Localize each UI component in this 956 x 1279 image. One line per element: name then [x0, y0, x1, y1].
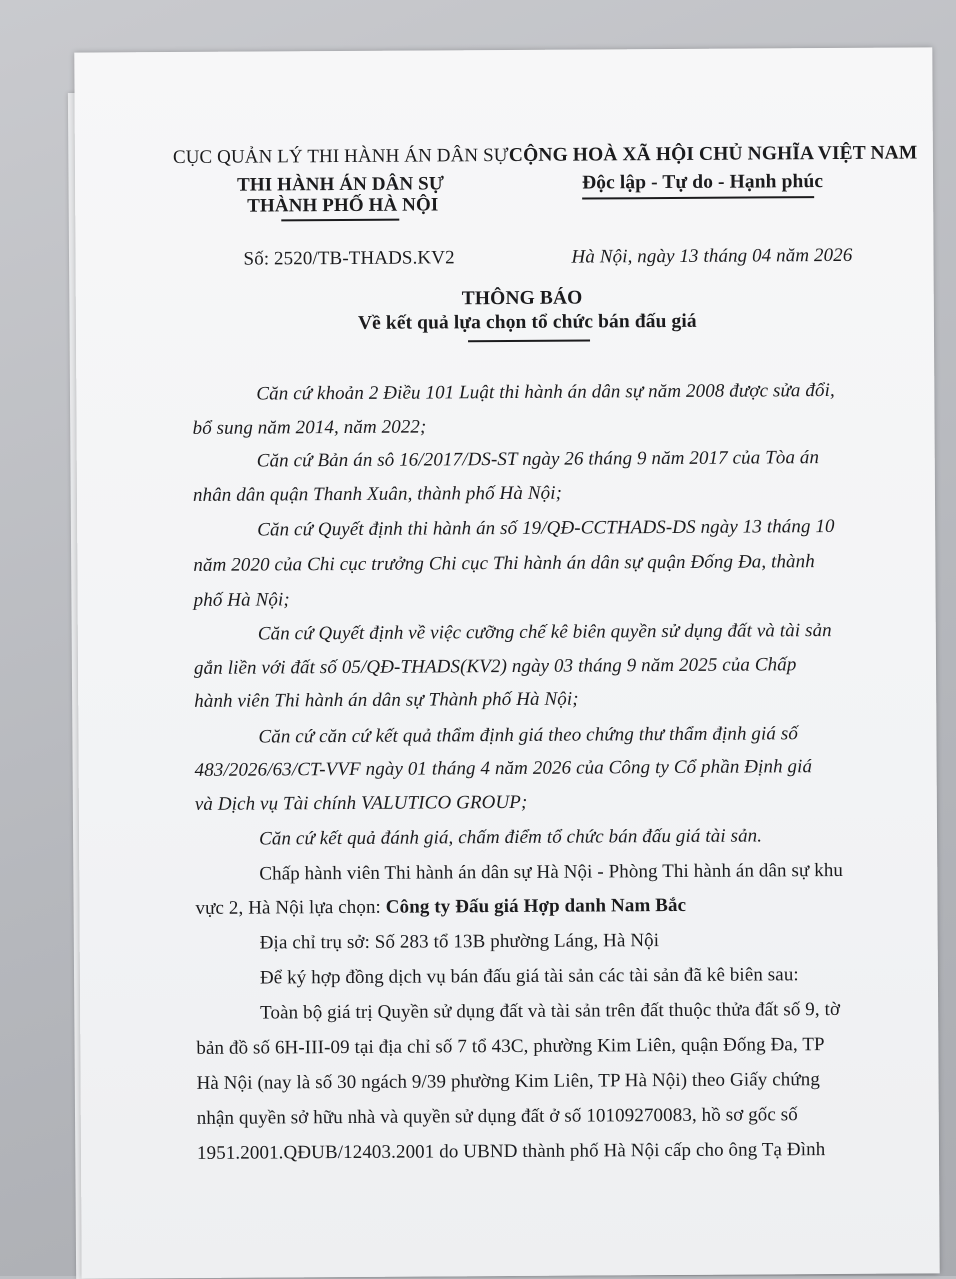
body-line: Căn cứ kết quả đánh giá, chấm điểm tổ chức bán đấu giá tài sản. [259, 825, 763, 850]
body-line: năm 2020 của Chi cục trưởng Chi cục Thi hành án dân sự quận Đống Đa, thành [193, 551, 815, 576]
body-line: nhận quyền sở hữu nhà và quyền sử dụng đất ở số 10109270083, hồ sơ gốc số [196, 1104, 798, 1129]
document-title: THÔNG BÁO [461, 287, 583, 310]
body-line: Địa chỉ trụ sở: Số 283 tổ 13B phường Láng, Hà Nội [259, 930, 660, 954]
national-motto: Độc lập - Tự do - Hạnh phúc [582, 171, 824, 194]
agency-line-3: THÀNH PHỐ HÀ NỘI [247, 194, 439, 217]
body-line: Căn cứ Quyết định thi hành án số 19/QĐ-CCTHADS-DS ngày 13 tháng 10 [257, 515, 835, 541]
title-underline [468, 339, 590, 341]
selected-organization: Công ty Đấu giá Hợp danh Nam Bắc [385, 894, 687, 918]
body-line: nhân dân quận Thanh Xuân, thành phố Hà Nội; [192, 482, 563, 506]
body-line: Căn cứ Quyết định về việc cưỡng chế kê biên quyền sử dụng đất và tài sản [257, 620, 832, 645]
body-line: Căn cứ Bản án sô 16/2017/DS-ST ngày 26 tháng 9 năm 2017 của Tòa án [256, 447, 820, 472]
body-line: hành viên Thi hành án dân sự Thành phố Hà Nội; [194, 688, 579, 712]
body-line: và Dịch vụ Tài chính VALUTICO GROUP; [194, 791, 528, 815]
document-subtitle: Về kết quả lựa chọn tổ chức bán đấu giá [357, 310, 697, 334]
body-line: phố Hà Nội; [193, 589, 290, 611]
document-number: Số: 2520/TB-THADS.KV2 [243, 247, 455, 270]
agency-line-2: THI HÀNH ÁN DÂN SỰ [237, 173, 445, 196]
body-line: Chấp hành viên Thi hành án dân sự Hà Nội - Phòng Thi hành án dân sự khu [259, 859, 844, 885]
body-line: bản đồ số 6H-III-09 tại địa chỉ số 7 tổ 43C, phường Kim Liên, quận Đống Đa, TP [196, 1034, 825, 1059]
body-line: gắn liền với đất số 05/QĐ-THADS(KV2) ngày 03 tháng 9 năm 2025 của Chấp [193, 654, 797, 679]
motto-underline [582, 196, 814, 199]
document-page [74, 47, 939, 1278]
body-line: Căn cứ khoản 2 Điều 101 Luật thi hành án dân sự năm 2008 được sửa đổi, [256, 379, 835, 405]
body-line-selection [195, 895, 686, 920]
agency-line-1: CỤC QUẢN LÝ THI HÀNH ÁN DÂN SỰ [172, 144, 509, 169]
body-line: Căn cứ căn cứ kết quả thẩm định giá theo chứng thư thẩm định giá số [258, 723, 798, 748]
body-line: Để ký hợp đồng dịch vụ bán đấu giá tài sản các tài sản đã kê biên sau: [259, 964, 799, 989]
selection-label: vực 2, Hà Nội lựa chọn: [195, 896, 386, 919]
body-line: bổ sung năm 2014, năm 2022; [192, 416, 427, 439]
agency-underline [281, 219, 399, 221]
republic-title: CỘNG HOÀ XÃ HỘI CHỦ NGHĨA VIỆT NAM [508, 142, 918, 166]
body-line: 1951.2001.QĐUB/12403.2001 do UBND thành phố Hà Nội cấp cho ông Tạ Đình [196, 1139, 826, 1164]
body-line: 483/2026/63/CT-VVF ngày 01 tháng 4 năm 2026 của Công ty Cổ phần Định giá [194, 756, 813, 781]
body-line: Hà Nội (nay là số 30 ngách 9/39 phường Kim Liên, TP Hà Nội) theo Giấy chứng [196, 1069, 820, 1094]
place-date: Hà Nội, ngày 13 tháng 04 năm 2026 [571, 244, 853, 268]
body-line: Toàn bộ giá trị Quyền sử dụng đất và tài sản trên đất thuộc thửa đất số 9, tờ [260, 998, 841, 1024]
